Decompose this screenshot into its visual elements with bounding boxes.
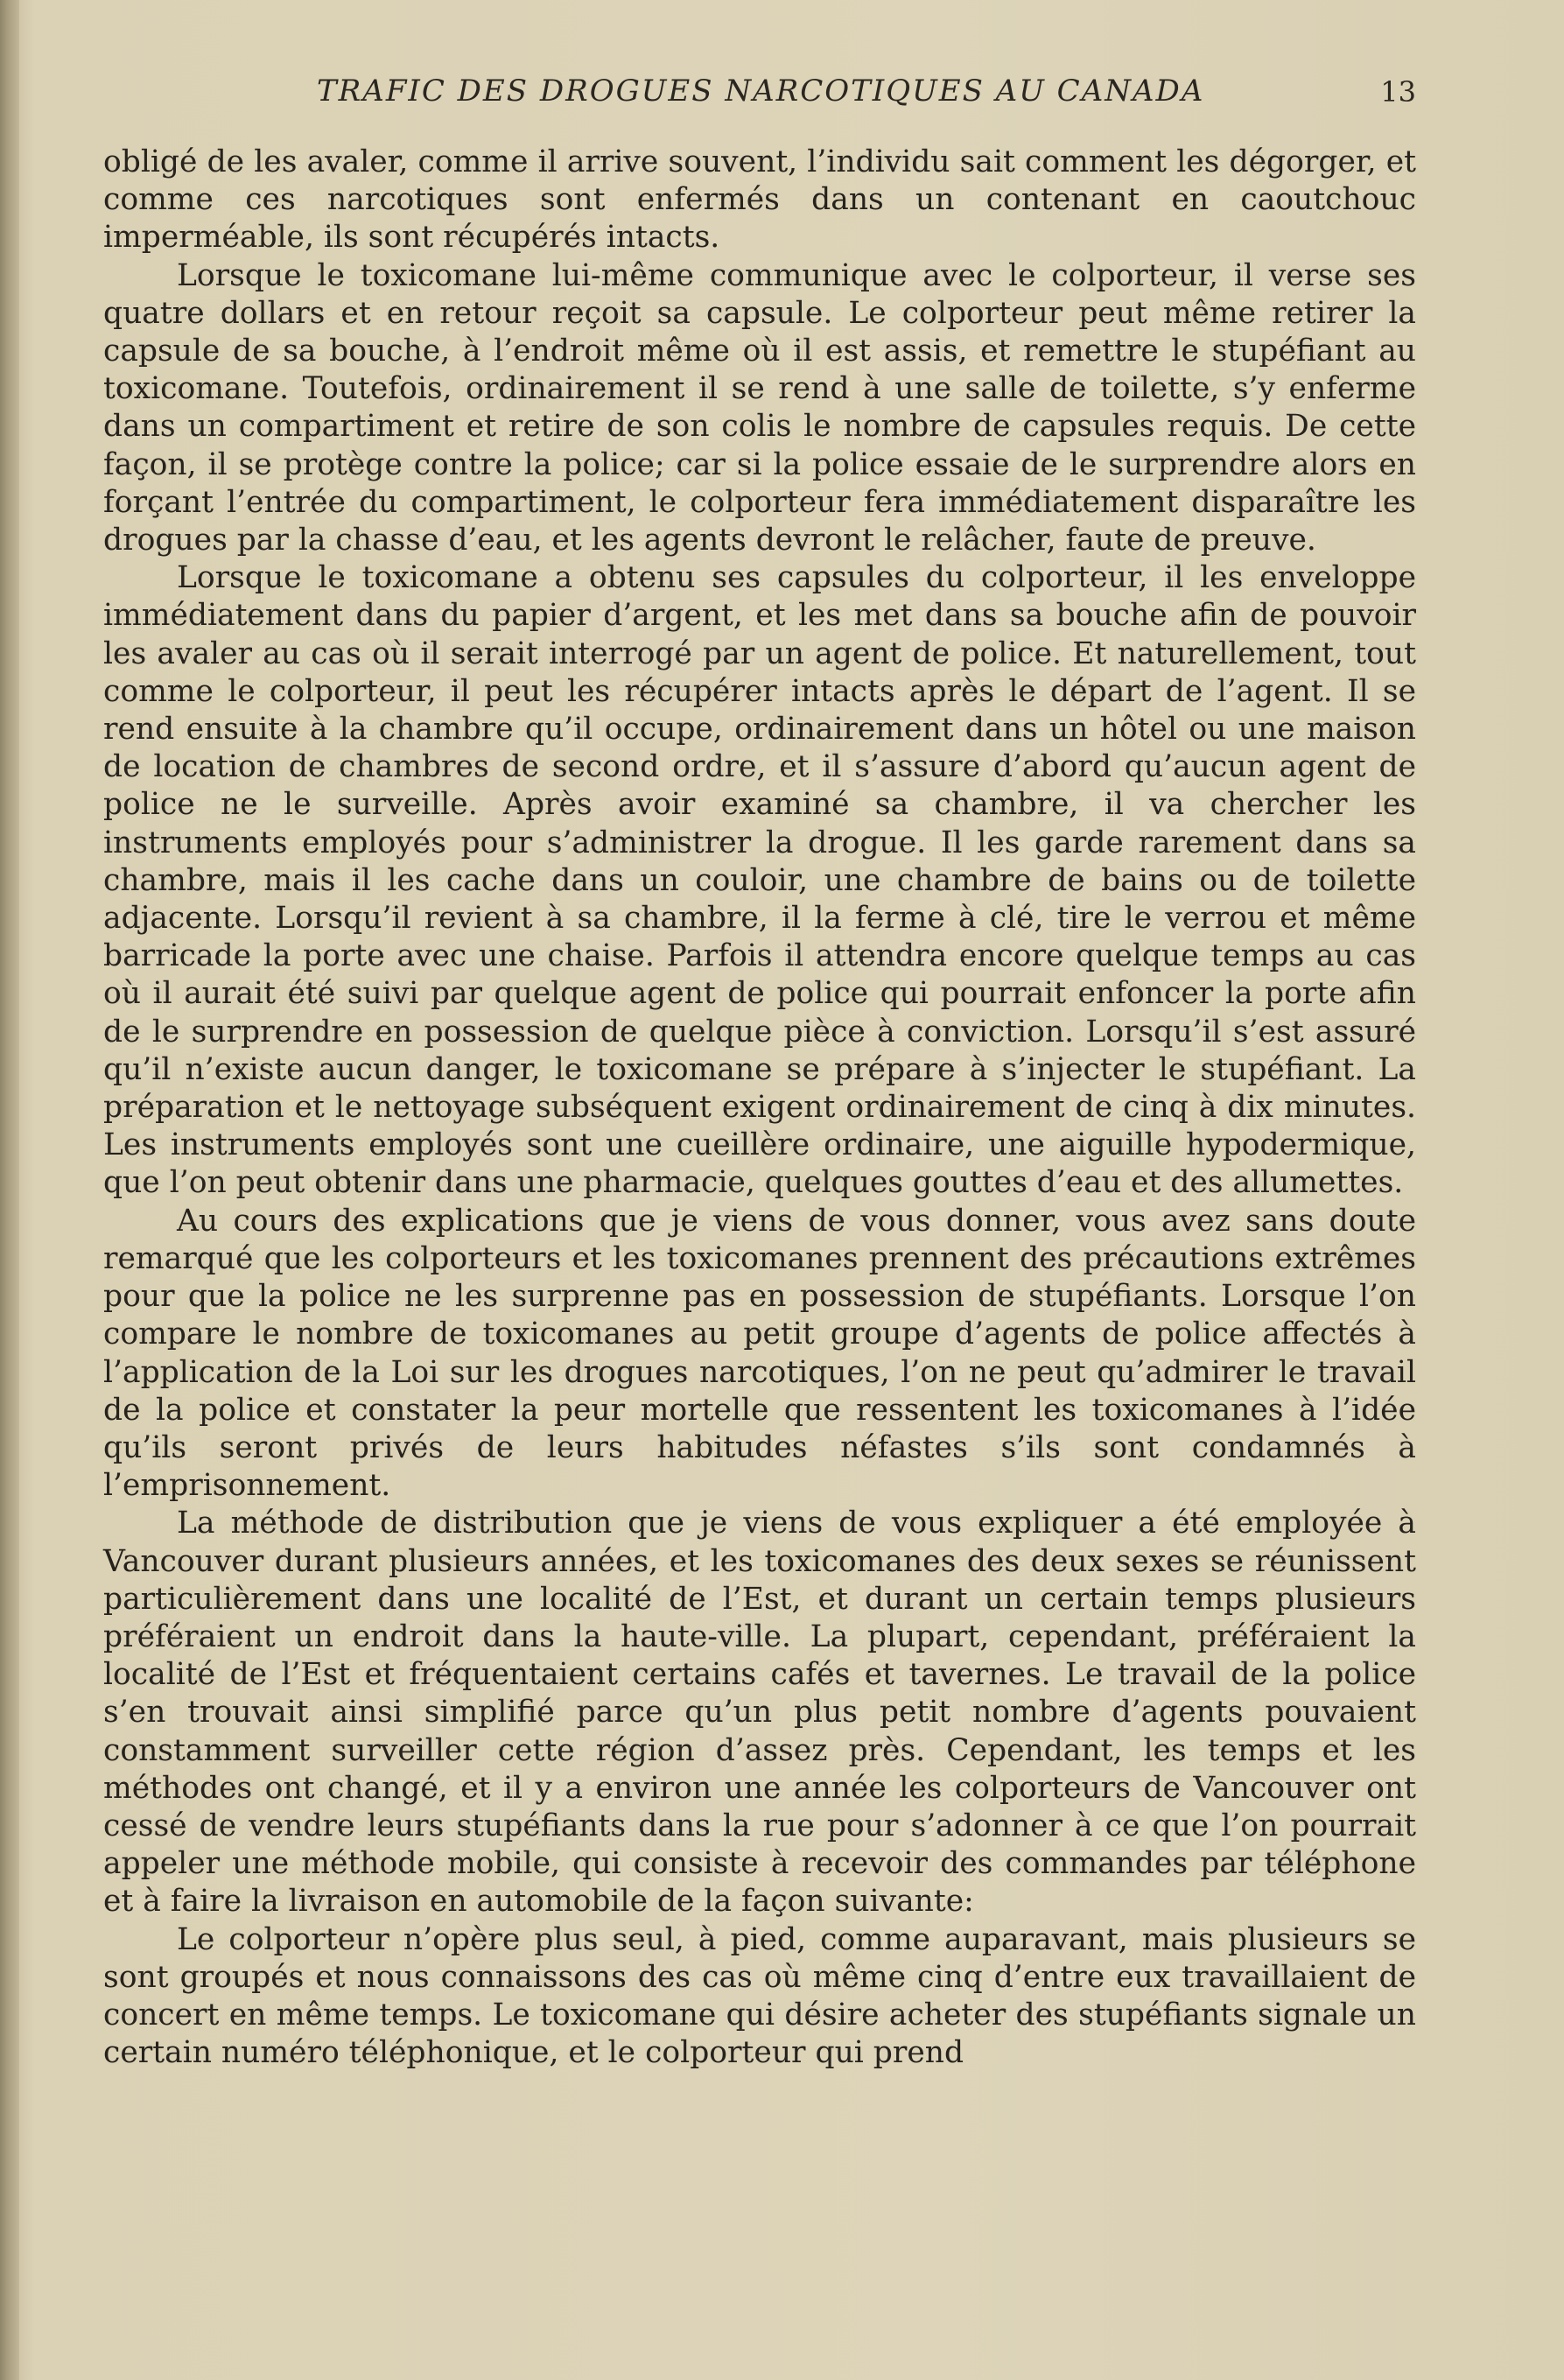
page-number: 13 bbox=[1380, 75, 1416, 109]
body-text bbox=[103, 144, 1416, 2072]
paragraph: Le colporteur n’opère plus seul, à pied, comme auparavant, mais plusieurs se sont groupés et nous connaissons des cas où même cinq d’entre eux travaillaient de concert en même temps. Le toxicomane qui désire acheter des stupéfiants signale un certain numéro téléphonique, et le colporteur qui prend bbox=[103, 1921, 1416, 2071]
running-head bbox=[103, 74, 1416, 116]
paragraph-continuation: obligé de les avaler, comme il arrive souvent, l’individu sait comment les dégorger, et comme ces narcotiques sont enfermés dans un contenant en caoutchouc imperméable, ils sont récupérés intacts. bbox=[103, 144, 1416, 256]
paragraph: Au cours des explications que je viens de vous donner, vous avez sans doute remarqué que les colporteurs et les toxicomanes prennent des précautions extrêmes pour que la police ne les surprenne pas en possession de stupéfiants. Lorsque l’on compare le nombre de toxicomanes au petit groupe d’agents de police affectés à l’application de la Loi sur les drogues narcotiques, l’on ne peut qu’admirer le travail de la police et constater la peur mortelle que ressentent les toxicomanes à l’idée qu’ils seront privés de leurs habitudes néfastes s’ils sont condamnés à l’emprisonnement. bbox=[103, 1203, 1416, 1504]
page-binding-edge bbox=[0, 0, 19, 2380]
paragraph: Lorsque le toxicomane lui-même communique avec le colporteur, il verse ses quatre dollars et en retour reçoit sa capsule. Le colporteur peut même retirer la capsule de sa bouche, à l’endroit même où il est assis, et remettre le stupéfiant au toxicomane. Toutefois, ordinairement il se rend à une salle de toilette, s’y enferme dans un compartiment et retire de son colis le nombre de capsules requis. De cette façon, il se protège contre la police; car si la police essaie de le surprendre alors en forçant l’entrée du compartiment, le colporteur fera immédiatement disparaître les drogues par la chasse d’eau, et les agents devront le relâcher, faute de preuve. bbox=[103, 257, 1416, 558]
paragraph: Lorsque le toxicomane a obtenu ses capsules du colporteur, il les enveloppe immédiatement dans du papier d’argent, et les met dans sa bouche afin de pouvoir les avaler au cas où il serait interrogé par un agent de police. Et naturellement, tout comme le colporteur, il peut les récupérer intacts après le départ de l’agent. Il se rend ensuite à la chambre qu’il occupe, ordinairement dans un hôtel ou une maison de location de chambres de second ordre, et il s’assure d’abord qu’aucun agent de police ne le surveille. Après avoir examiné sa chambre, il va chercher les instruments employés pour s’administrer la drogue. Il les garde rarement dans sa chambre, mais il les cache dans un couloir, une chambre de bains ou de toilette adjacente. Lorsqu’il revient à sa chambre, il la ferme à clé, tire le verrou et même barricade la porte avec une chaise. Parfois il attendra encore quelque temps au cas où il aurait été suivi par quelque agent de police qui pourrait enfoncer la porte afin de le surprendre en possession de quelque pièce à conviction. Lorsqu’il s’est assuré qu’il n’existe aucun danger, le toxicomane se prépare à s’injecter le stupéfiant. La préparation et le nettoyage subséquent exigent ordinairement de cinq à dix minutes. Les instruments employés sont une cueillère ordinaire, une aiguille hypodermique, que l’on peut obtenir dans une pharmacie, quelques gouttes d’eau et des allumettes. bbox=[103, 560, 1416, 1201]
running-head-title: TRAFIC DES DROGUES NARCOTIQUES AU CANADA bbox=[317, 74, 1205, 109]
paragraph: La méthode de distribution que je viens de vous expliquer a été employée à Vancouver durant plusieurs années, et les toxicomanes des deux sexes se réunissent particulièrement dans une localité de l’Est, et durant un certain temps plusieurs préféraient un endroit dans la haute-ville. La plupart, cependant, préféraient la localité de l’Est et fréquentaient certains cafés et tavernes. Le travail de la police s’en trouvait ainsi simplifié parce qu’un plus petit nombre d’agents pouvaient constamment surveiller cette région d’assez près. Cependant, les temps et les méthodes ont changé, et il y a environ une année les colporteurs de Vancouver ont cessé de vendre leurs stupéfiants dans la rue pour s’adonner à ce que l’on pourrait appeler une méthode mobile, qui consiste à recevoir des commandes par téléphone et à faire la livraison en automobile de la façon suivante: bbox=[103, 1506, 1416, 1920]
